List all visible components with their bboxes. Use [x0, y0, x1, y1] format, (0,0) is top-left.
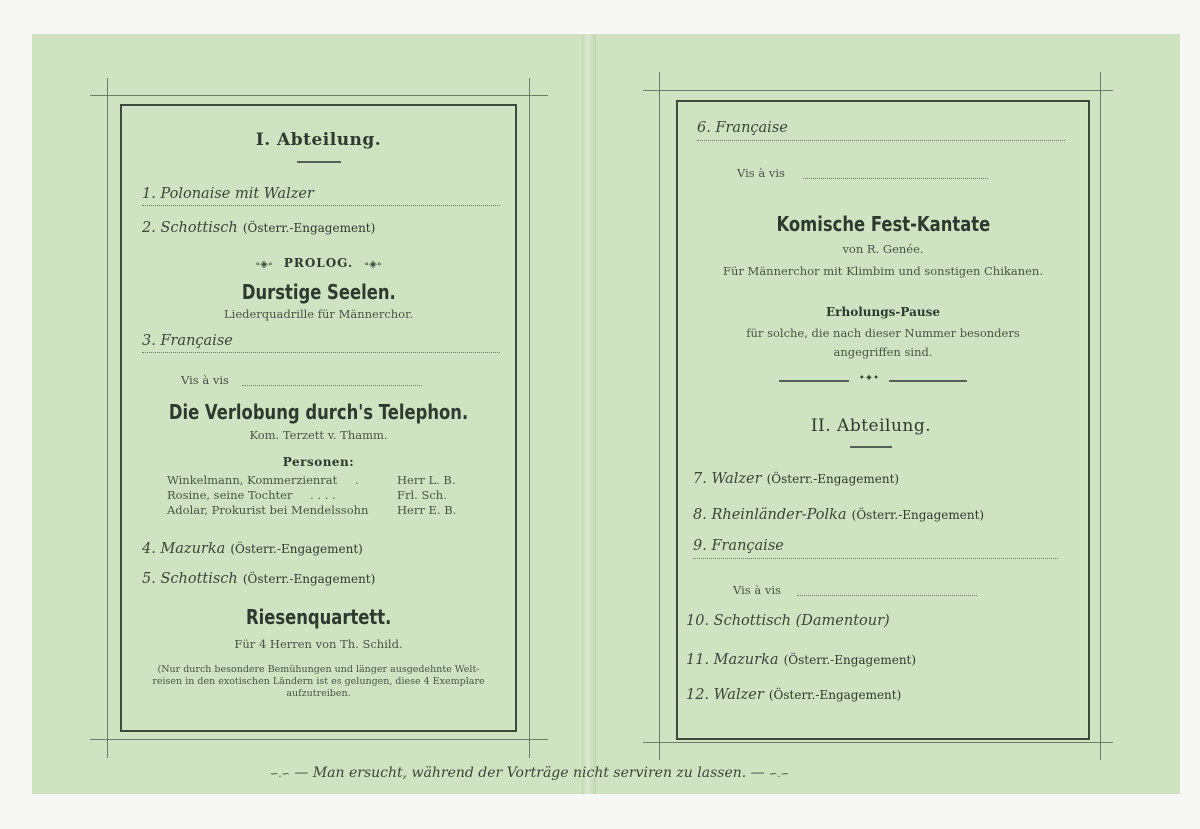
- prolog-line: [120, 252, 517, 271]
- left-visavis-label: Vis à vis: [181, 373, 229, 387]
- kantate-title-wrap: [676, 212, 1090, 236]
- center-fold: [582, 34, 596, 794]
- right-visavis2-dotline: [797, 595, 977, 596]
- personen-label: Personen:: [282, 455, 355, 469]
- person-dots-2: . . . .: [310, 488, 336, 502]
- right-item-6: 6. Française: [697, 120, 788, 136]
- pause-line-1: für solche, die nach dieser Nummer besonders: [746, 326, 1020, 340]
- person-actor-2: Frl. Sch.: [397, 488, 447, 502]
- left-item-4-note: (Österr.-Engagement): [230, 542, 363, 556]
- prolog-ornament-right: ∘◈∘: [364, 259, 382, 270]
- left-item-2-dance: 2. Schottisch: [142, 220, 238, 236]
- left-item-3-dotline: [142, 352, 500, 353]
- divider-right-bar: [889, 380, 967, 382]
- right-item-12-note: (Österr.-Engagement): [768, 688, 902, 702]
- person-dots-1: .: [354, 473, 359, 487]
- durstige-title-wrap: [120, 280, 517, 304]
- prolog-label: PROLOG.: [283, 256, 354, 270]
- verlobung-subtitle: Kom. Terzett v. Thamm.: [249, 428, 388, 442]
- right-heading-bar: [850, 446, 892, 448]
- kantate-title: Komische Fest-Kantate: [776, 212, 990, 236]
- left-right-rule: [529, 78, 530, 758]
- right-right-rule: [1100, 72, 1101, 760]
- left-item-3: 3. Française: [142, 333, 233, 349]
- right-top-rule: [643, 90, 1113, 91]
- left-item-5: [142, 568, 375, 587]
- right-item-8-note: (Österr.-Engagement): [851, 508, 985, 522]
- right-item-7-dance: 7. Walzer: [693, 471, 762, 487]
- right-item-10: 10. Schottisch (Damentour): [686, 613, 890, 629]
- person-actor-1: Herr L. B.: [397, 473, 456, 487]
- left-item-2: [142, 217, 375, 236]
- divider-left-bar: [779, 380, 849, 382]
- right-item-9-dotline: [693, 558, 1058, 559]
- right-visavis-label: Vis à vis: [737, 166, 785, 180]
- right-visavis-dotline: [803, 178, 988, 179]
- riesen-title-wrap: [120, 605, 517, 629]
- left-item-1: 1. Polonaise mit Walzer: [142, 186, 314, 202]
- right-visavis2-label: Vis à vis: [733, 583, 781, 597]
- verlobung-title-wrap: [120, 400, 517, 424]
- riesen-note-2: reisen in den exotischen Ländern ist es gelungen, diese 4 Exemplare: [152, 676, 485, 687]
- right-item-6-dotline: [697, 140, 1065, 141]
- footer-text: — Man ersucht, während der Vorträge nicht serviren zu lassen. —: [294, 765, 765, 781]
- right-item-9: 9. Française: [693, 538, 784, 554]
- person-actor-3: Herr E. B.: [397, 503, 457, 517]
- left-visavis-dotline: [242, 385, 422, 386]
- right-item-11-dance: 11. Mazurka: [686, 652, 779, 668]
- prolog-ornament-left: ∘◈∘: [255, 259, 273, 270]
- right-item-12-dance: 12. Walzer: [686, 687, 764, 703]
- right-item-12: [686, 684, 901, 703]
- left-item-2-note: (Österr.-Engagement): [242, 221, 376, 235]
- divider-ornament: •✦•: [858, 373, 880, 384]
- right-item-11-note: (Österr.-Engagement): [783, 653, 917, 667]
- left-item-4: [142, 538, 363, 557]
- riesen-subtitle: Für 4 Herren von Th. Schild.: [234, 637, 403, 651]
- footer-ornament-right: ∽.∽: [769, 769, 790, 780]
- left-bottom-rule: [90, 739, 548, 740]
- right-item-8-dance: 8. Rheinländer-Polka: [693, 507, 847, 523]
- left-left-rule: [107, 78, 108, 758]
- pause-title: Erholungs-Pause: [826, 305, 940, 319]
- footer-ornament-left: ∽.∽: [270, 769, 290, 780]
- right-item-8: [693, 504, 984, 523]
- riesen-title: Riesenquartett.: [245, 605, 392, 629]
- right-left-rule: [659, 72, 660, 760]
- pause-line-2: angegriffen sind.: [833, 345, 933, 359]
- person-row-3: [167, 503, 368, 517]
- person-row-2: [167, 488, 336, 502]
- person-role-1: Winkelmann, Kommerzienrat: [167, 473, 338, 487]
- left-heading-bar: [297, 161, 341, 163]
- kantate-author: von R. Genée.: [842, 242, 924, 256]
- left-item-5-dance: 5. Schottisch: [142, 571, 238, 587]
- footer-line: [270, 765, 789, 781]
- riesen-note-1: (Nur durch besondere Bemühungen und länger ausgedehnte Welt-: [157, 664, 480, 675]
- durstige-subtitle: Liederquadrille für Männerchor.: [224, 307, 413, 321]
- verlobung-title: Die Verlobung durch's Telephon.: [168, 400, 469, 424]
- riesen-note-3: aufzutreiben.: [286, 688, 351, 699]
- durstige-title: Durstige Seelen.: [241, 280, 396, 304]
- right-section-heading: II. Abteilung.: [810, 416, 932, 436]
- right-item-11: [686, 649, 916, 668]
- person-role-3: Adolar, Prokurist bei Mendelssohn: [167, 503, 369, 517]
- left-item-1-dotline: [142, 205, 500, 206]
- left-section-heading: I. Abteilung.: [255, 130, 382, 150]
- left-top-rule: [90, 95, 548, 96]
- person-role-2: Rosine, seine Tochter: [167, 488, 293, 502]
- left-item-4-dance: 4. Mazurka: [142, 541, 226, 557]
- left-item-5-note: (Österr.-Engagement): [242, 572, 376, 586]
- right-item-7: [693, 468, 899, 487]
- kantate-subtitle: Für Männerchor mit Klimbim und sonstigen Chikanen.: [723, 264, 1043, 278]
- person-row-1: [167, 473, 359, 487]
- right-bottom-rule: [643, 742, 1113, 743]
- right-item-7-note: (Österr.-Engagement): [766, 472, 900, 486]
